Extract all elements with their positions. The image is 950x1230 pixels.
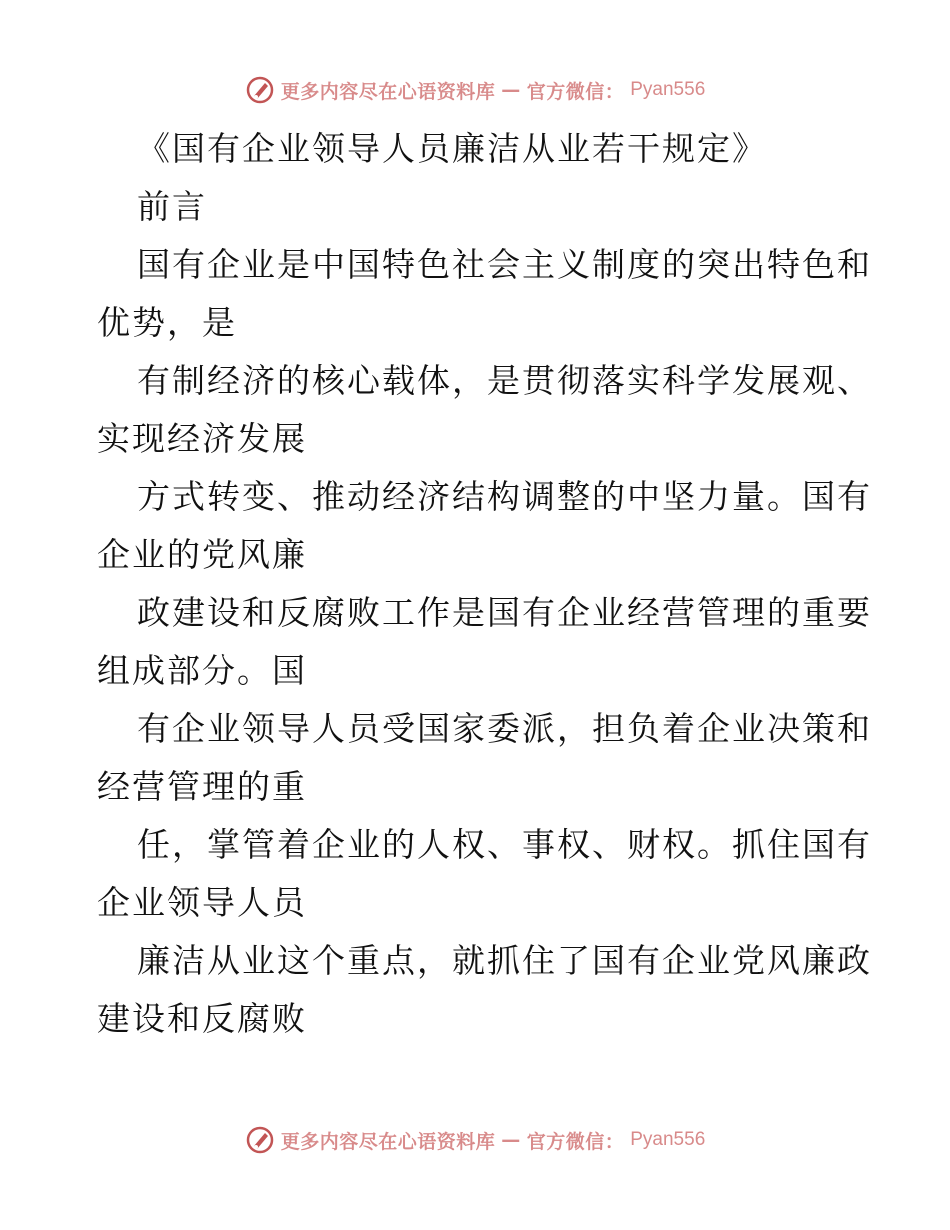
- watermark-label: 官方微信：: [526, 1130, 625, 1153]
- watermark-separator: —: [501, 79, 521, 101]
- text-line: 企业领导人员: [97, 883, 307, 922]
- text-line: 组成部分。国: [97, 651, 307, 690]
- text-line: 实现经济发展: [97, 419, 307, 458]
- paragraph: [97, 236, 872, 1048]
- text-line: 优势，是: [97, 303, 237, 342]
- header-watermark: [0, 72, 950, 108]
- document-body: [97, 120, 872, 1048]
- pen-logo-icon: [245, 1125, 275, 1155]
- text-line: 政建设和反腐败工作是国有企业经营管理的重要: [137, 593, 872, 632]
- text-line: 廉洁从业这个重点，就抓住了国有企业党风廉政: [137, 941, 872, 980]
- text-line: 经营管理的重: [97, 767, 307, 806]
- text-line: 建设和反腐败: [97, 999, 307, 1038]
- watermark-brand: 更多内容尽在心语资料库: [280, 80, 496, 103]
- text-line: 国有企业是中国特色社会主义制度的突出特色和: [137, 245, 872, 284]
- watermark-separator: —: [501, 1129, 521, 1151]
- text-line: 有企业领导人员受国家委派，担负着企业决策和: [137, 709, 872, 748]
- text-line: 有制经济的核心载体，是贯彻落实科学发展观、: [137, 361, 872, 400]
- watermark-id: Pyan556: [630, 79, 706, 100]
- document-title: 《国有企业领导人员廉洁从业若干规定》: [137, 129, 767, 168]
- text-line: 企业的党风廉: [97, 535, 307, 574]
- watermark-brand: 更多内容尽在心语资料库: [280, 1130, 496, 1153]
- section-heading: 前言: [137, 187, 207, 226]
- watermark-label: 官方微信：: [526, 80, 625, 103]
- footer-watermark: [0, 1122, 950, 1158]
- text-line: 任，掌管着企业的人权、事权、财权。抓住国有: [137, 825, 872, 864]
- watermark-id: Pyan556: [630, 1129, 706, 1150]
- text-line: 方式转变、推动经济结构调整的中坚力量。国有: [137, 477, 872, 516]
- pen-logo-icon: [245, 75, 275, 105]
